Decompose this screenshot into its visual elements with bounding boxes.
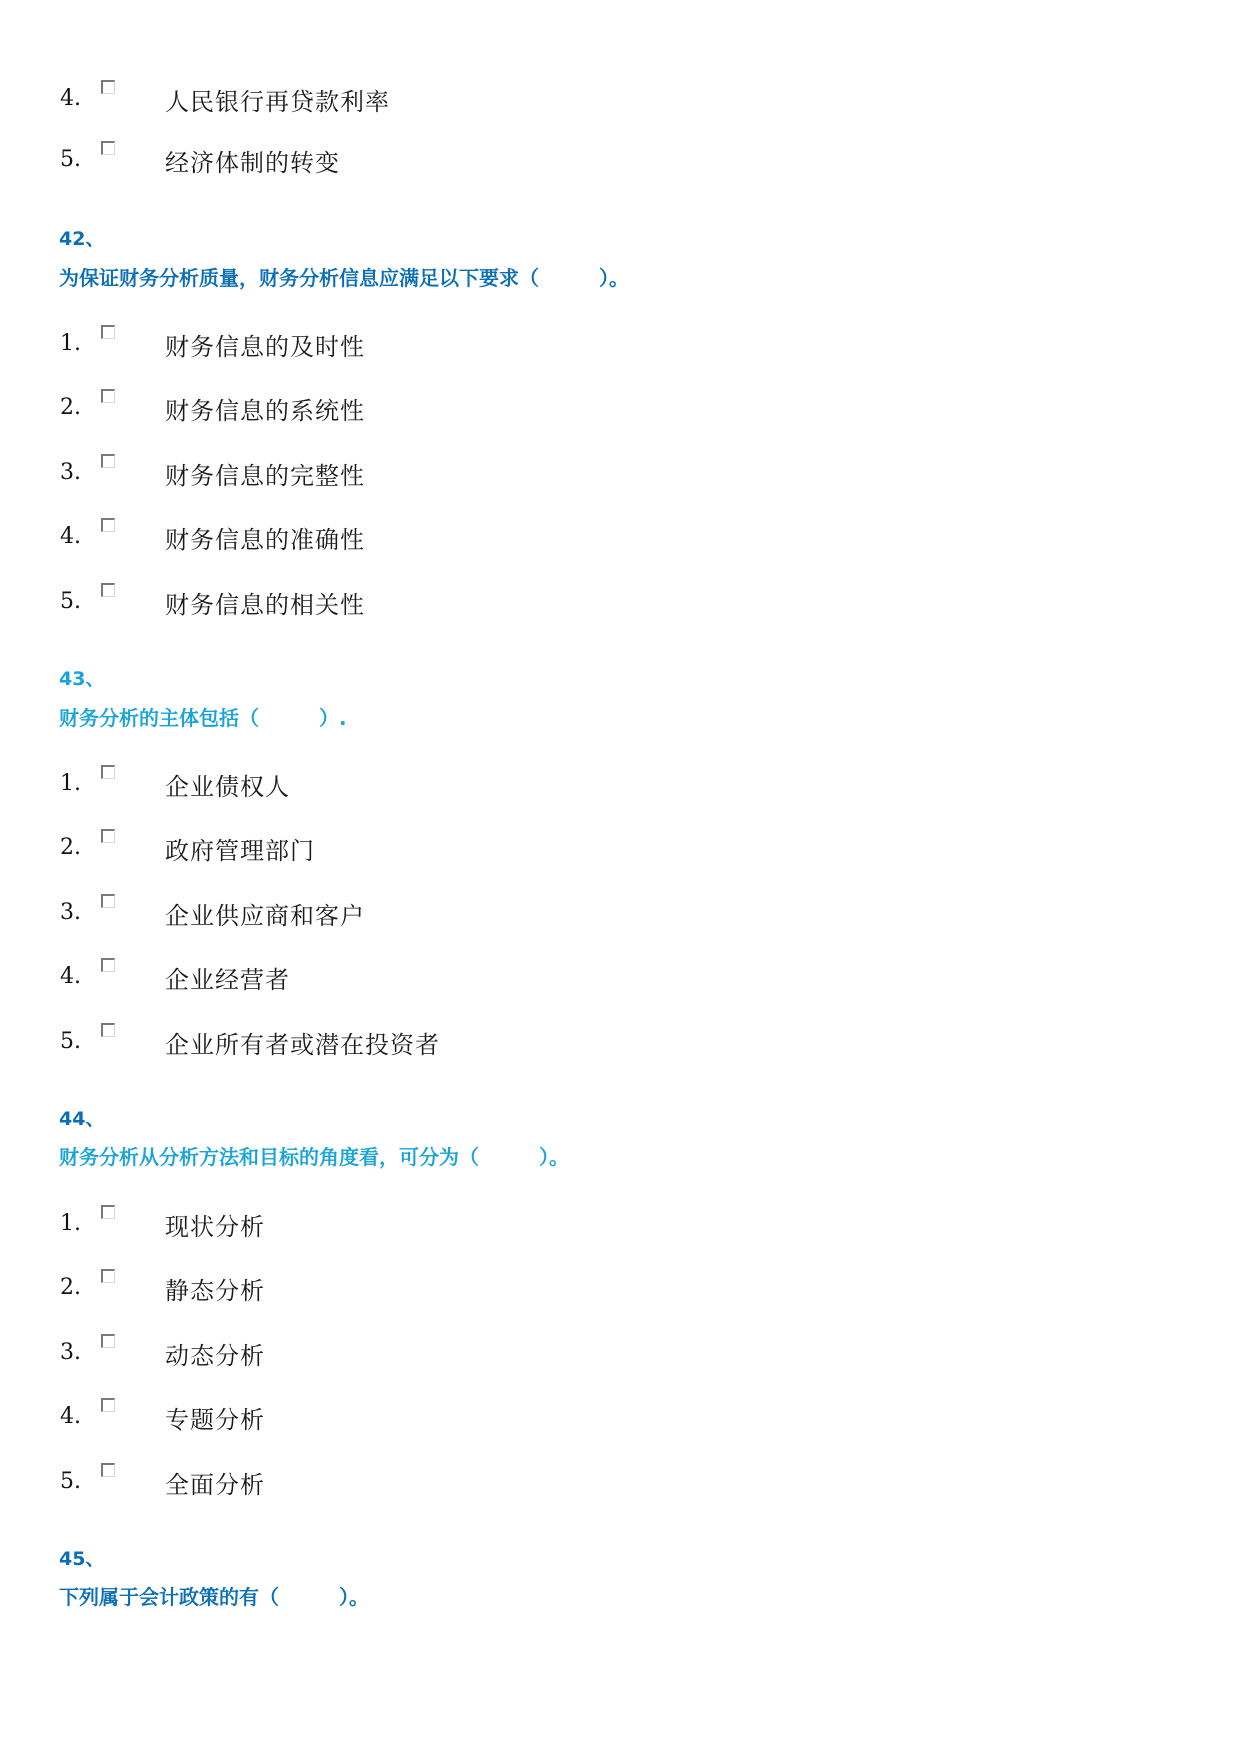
option-number: 2. (60, 395, 81, 420)
option-row (0, 765, 1241, 805)
option-label: 静态分析 (165, 1277, 265, 1305)
option-checkbox[interactable] (101, 518, 115, 532)
option-checkbox[interactable] (101, 1269, 115, 1283)
option-row (0, 1334, 1241, 1374)
option-label: 财务信息的及时性 (165, 333, 365, 361)
option-row (0, 1463, 1241, 1503)
option-label: 经济体制的转变 (165, 149, 340, 177)
option-number: 2. (60, 1275, 81, 1300)
option-row (0, 583, 1241, 623)
option-checkbox[interactable] (101, 958, 115, 972)
option-row (0, 80, 1241, 120)
question-text: 为保证财务分析质量，财务分析信息应满足以下要求（ ）。 (59, 266, 629, 290)
option-label: 财务信息的准确性 (165, 526, 365, 554)
option-checkbox[interactable] (101, 1334, 115, 1348)
option-number: 3. (60, 1340, 81, 1365)
option-checkbox[interactable] (101, 765, 115, 779)
question-number: 42、 (59, 228, 105, 250)
question-text: 财务分析从分析方法和目标的角度看，可分为（ ）。 (59, 1145, 569, 1169)
option-label: 财务信息的相关性 (165, 591, 365, 619)
option-number: 3. (60, 900, 81, 925)
option-number: 2. (60, 835, 81, 860)
option-number: 4. (60, 86, 81, 111)
option-number: 5. (60, 589, 81, 614)
question-number: 44、 (59, 1108, 105, 1130)
option-checkbox[interactable] (101, 1398, 115, 1412)
option-label: 政府管理部门 (165, 837, 315, 865)
option-label: 财务信息的系统性 (165, 397, 365, 425)
option-label: 企业供应商和客户 (165, 902, 365, 930)
option-number: 4. (60, 1404, 81, 1429)
option-number: 5. (60, 1469, 81, 1494)
option-checkbox[interactable] (101, 389, 115, 403)
option-number: 4. (60, 524, 81, 549)
option-checkbox[interactable] (101, 141, 115, 155)
option-row (0, 958, 1241, 998)
option-number: 5. (60, 1029, 81, 1054)
option-row (0, 518, 1241, 558)
option-row (0, 141, 1241, 181)
question-text: 财务分析的主体包括（ ）. (59, 706, 347, 730)
option-checkbox[interactable] (101, 325, 115, 339)
option-checkbox[interactable] (101, 1023, 115, 1037)
option-checkbox[interactable] (101, 894, 115, 908)
option-number: 1. (60, 1211, 81, 1236)
option-label: 动态分析 (165, 1342, 265, 1370)
option-number: 1. (60, 771, 81, 796)
option-label: 现状分析 (165, 1213, 265, 1241)
option-number: 5. (60, 147, 81, 172)
option-checkbox[interactable] (101, 454, 115, 468)
option-row (0, 325, 1241, 365)
question-number: 45、 (59, 1548, 105, 1570)
option-row (0, 1205, 1241, 1245)
option-row (0, 829, 1241, 869)
option-checkbox[interactable] (101, 583, 115, 597)
question-text: 下列属于会计政策的有（ ）。 (59, 1585, 369, 1609)
option-label: 全面分析 (165, 1471, 265, 1499)
question-number: 43、 (59, 668, 105, 690)
option-label: 财务信息的完整性 (165, 462, 365, 490)
option-label: 企业债权人 (165, 773, 290, 801)
option-number: 4. (60, 964, 81, 989)
option-number: 1. (60, 331, 81, 356)
option-label: 专题分析 (165, 1406, 265, 1434)
option-label: 企业经营者 (165, 966, 290, 994)
option-checkbox[interactable] (101, 829, 115, 843)
option-checkbox[interactable] (101, 1205, 115, 1219)
option-row (0, 1269, 1241, 1309)
option-checkbox[interactable] (101, 1463, 115, 1477)
option-number: 3. (60, 460, 81, 485)
option-label: 人民银行再贷款利率 (165, 88, 390, 116)
option-row (0, 454, 1241, 494)
option-row (0, 894, 1241, 934)
option-row (0, 1023, 1241, 1063)
option-row (0, 389, 1241, 429)
option-row (0, 1398, 1241, 1438)
option-label: 企业所有者或潜在投资者 (165, 1031, 440, 1059)
option-checkbox[interactable] (101, 80, 115, 94)
